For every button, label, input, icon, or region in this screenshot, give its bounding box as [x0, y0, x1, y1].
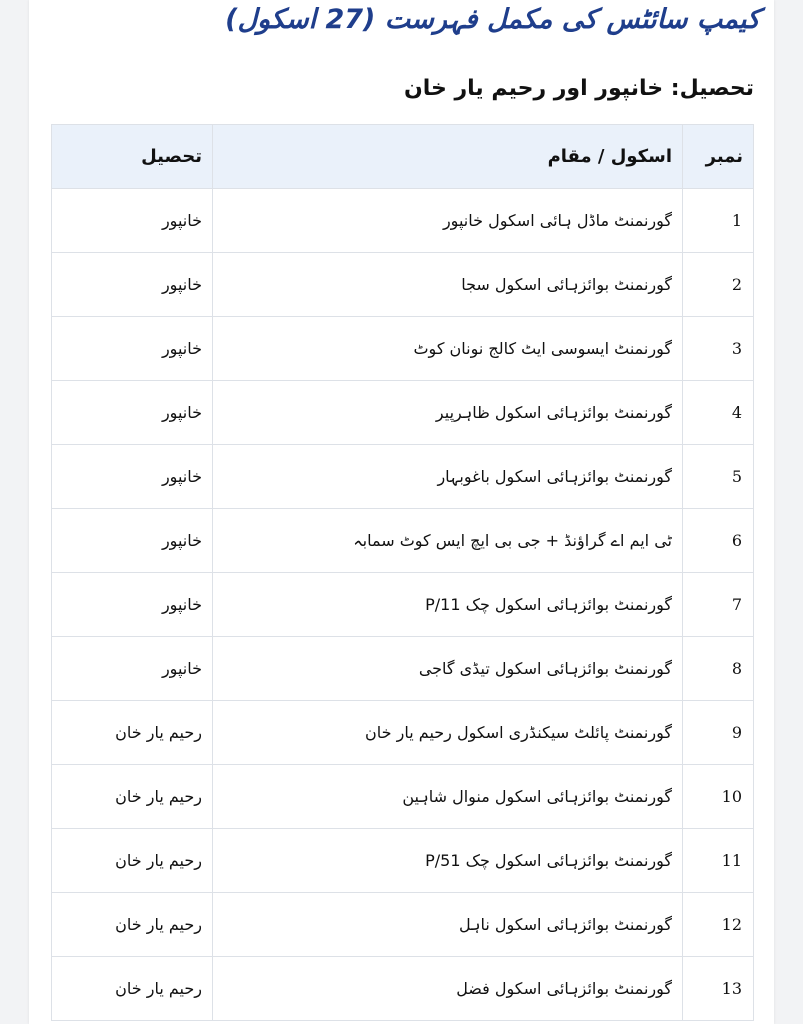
row-tehsil: خانپور	[52, 637, 213, 701]
table-row	[52, 637, 754, 701]
header-school: اسکول / مقام	[213, 125, 683, 189]
row-number: 13	[683, 957, 754, 1021]
row-number: 6	[683, 509, 754, 573]
row-school-name: گورنمنٹ بوائزہائی اسکول تیڈی گاجی	[213, 637, 683, 701]
row-number: 5	[683, 445, 754, 509]
table-row	[52, 765, 754, 829]
table-row	[52, 253, 754, 317]
row-number: 9	[683, 701, 754, 765]
row-number: 4	[683, 381, 754, 445]
row-school-name: گورنمنٹ ماڈل ہائی اسکول خانپور	[213, 189, 683, 253]
schools-table	[51, 124, 754, 1021]
row-school-name: ٹی ایم اے گراؤنڈ + جی بی ایچ ایس کوٹ سمابہ	[213, 509, 683, 573]
row-tehsil: خانپور	[52, 381, 213, 445]
document-title: کیمپ سائٹس کی مکمل فہرست (27 اسکول)	[225, 4, 760, 35]
row-school-name: گورنمنٹ بوائزہائی اسکول فضل	[213, 957, 683, 1021]
row-school-name: گورنمنٹ پائلٹ سیکنڈری اسکول رحیم یار خان	[213, 701, 683, 765]
row-school-name: گورنمنٹ بوائزہائی اسکول باغوبہار	[213, 445, 683, 509]
table-header-row	[52, 125, 754, 189]
row-tehsil: خانپور	[52, 445, 213, 509]
row-tehsil: خانپور	[52, 317, 213, 381]
document-page	[29, 0, 774, 1024]
row-tehsil: خانپور	[52, 189, 213, 253]
row-tehsil: رحیم یار خان	[52, 701, 213, 765]
table-row	[52, 957, 754, 1021]
row-school-name: گورنمنٹ بوائزہائی اسکول چک P/11	[213, 573, 683, 637]
row-tehsil: خانپور	[52, 253, 213, 317]
document-subtitle: تحصیل: خانپور اور رحیم یار خان	[403, 76, 754, 101]
header-number: نمبر	[683, 125, 754, 189]
row-school-name: گورنمنٹ بوائزہائی اسکول سجا	[213, 253, 683, 317]
row-tehsil: خانپور	[52, 573, 213, 637]
row-school-name: گورنمنٹ بوائزہائی اسکول ظاہرپیر	[213, 381, 683, 445]
table-row	[52, 893, 754, 957]
row-school-name: گورنمنٹ بوائزہائی اسکول ناہل	[213, 893, 683, 957]
table-row	[52, 317, 754, 381]
row-tehsil: رحیم یار خان	[52, 829, 213, 893]
row-number: 10	[683, 765, 754, 829]
table-row	[52, 381, 754, 445]
table-row	[52, 829, 754, 893]
table-row	[52, 509, 754, 573]
row-number: 11	[683, 829, 754, 893]
table-row	[52, 445, 754, 509]
row-number: 3	[683, 317, 754, 381]
table-row	[52, 701, 754, 765]
table-row	[52, 573, 754, 637]
row-number: 1	[683, 189, 754, 253]
row-tehsil: رحیم یار خان	[52, 765, 213, 829]
row-school-name: گورنمنٹ بوائزہائی اسکول چک P/51	[213, 829, 683, 893]
row-number: 7	[683, 573, 754, 637]
row-tehsil: رحیم یار خان	[52, 957, 213, 1021]
row-school-name: گورنمنٹ ایسوسی ایٹ کالج نونان کوٹ	[213, 317, 683, 381]
row-number: 12	[683, 893, 754, 957]
row-tehsil: خانپور	[52, 509, 213, 573]
header-tehsil: تحصیل	[52, 125, 213, 189]
table-row	[52, 189, 754, 253]
row-number: 2	[683, 253, 754, 317]
row-tehsil: رحیم یار خان	[52, 893, 213, 957]
table-body	[52, 189, 754, 1021]
row-school-name: گورنمنٹ بوائزہائی اسکول منوال شاہین	[213, 765, 683, 829]
row-number: 8	[683, 637, 754, 701]
